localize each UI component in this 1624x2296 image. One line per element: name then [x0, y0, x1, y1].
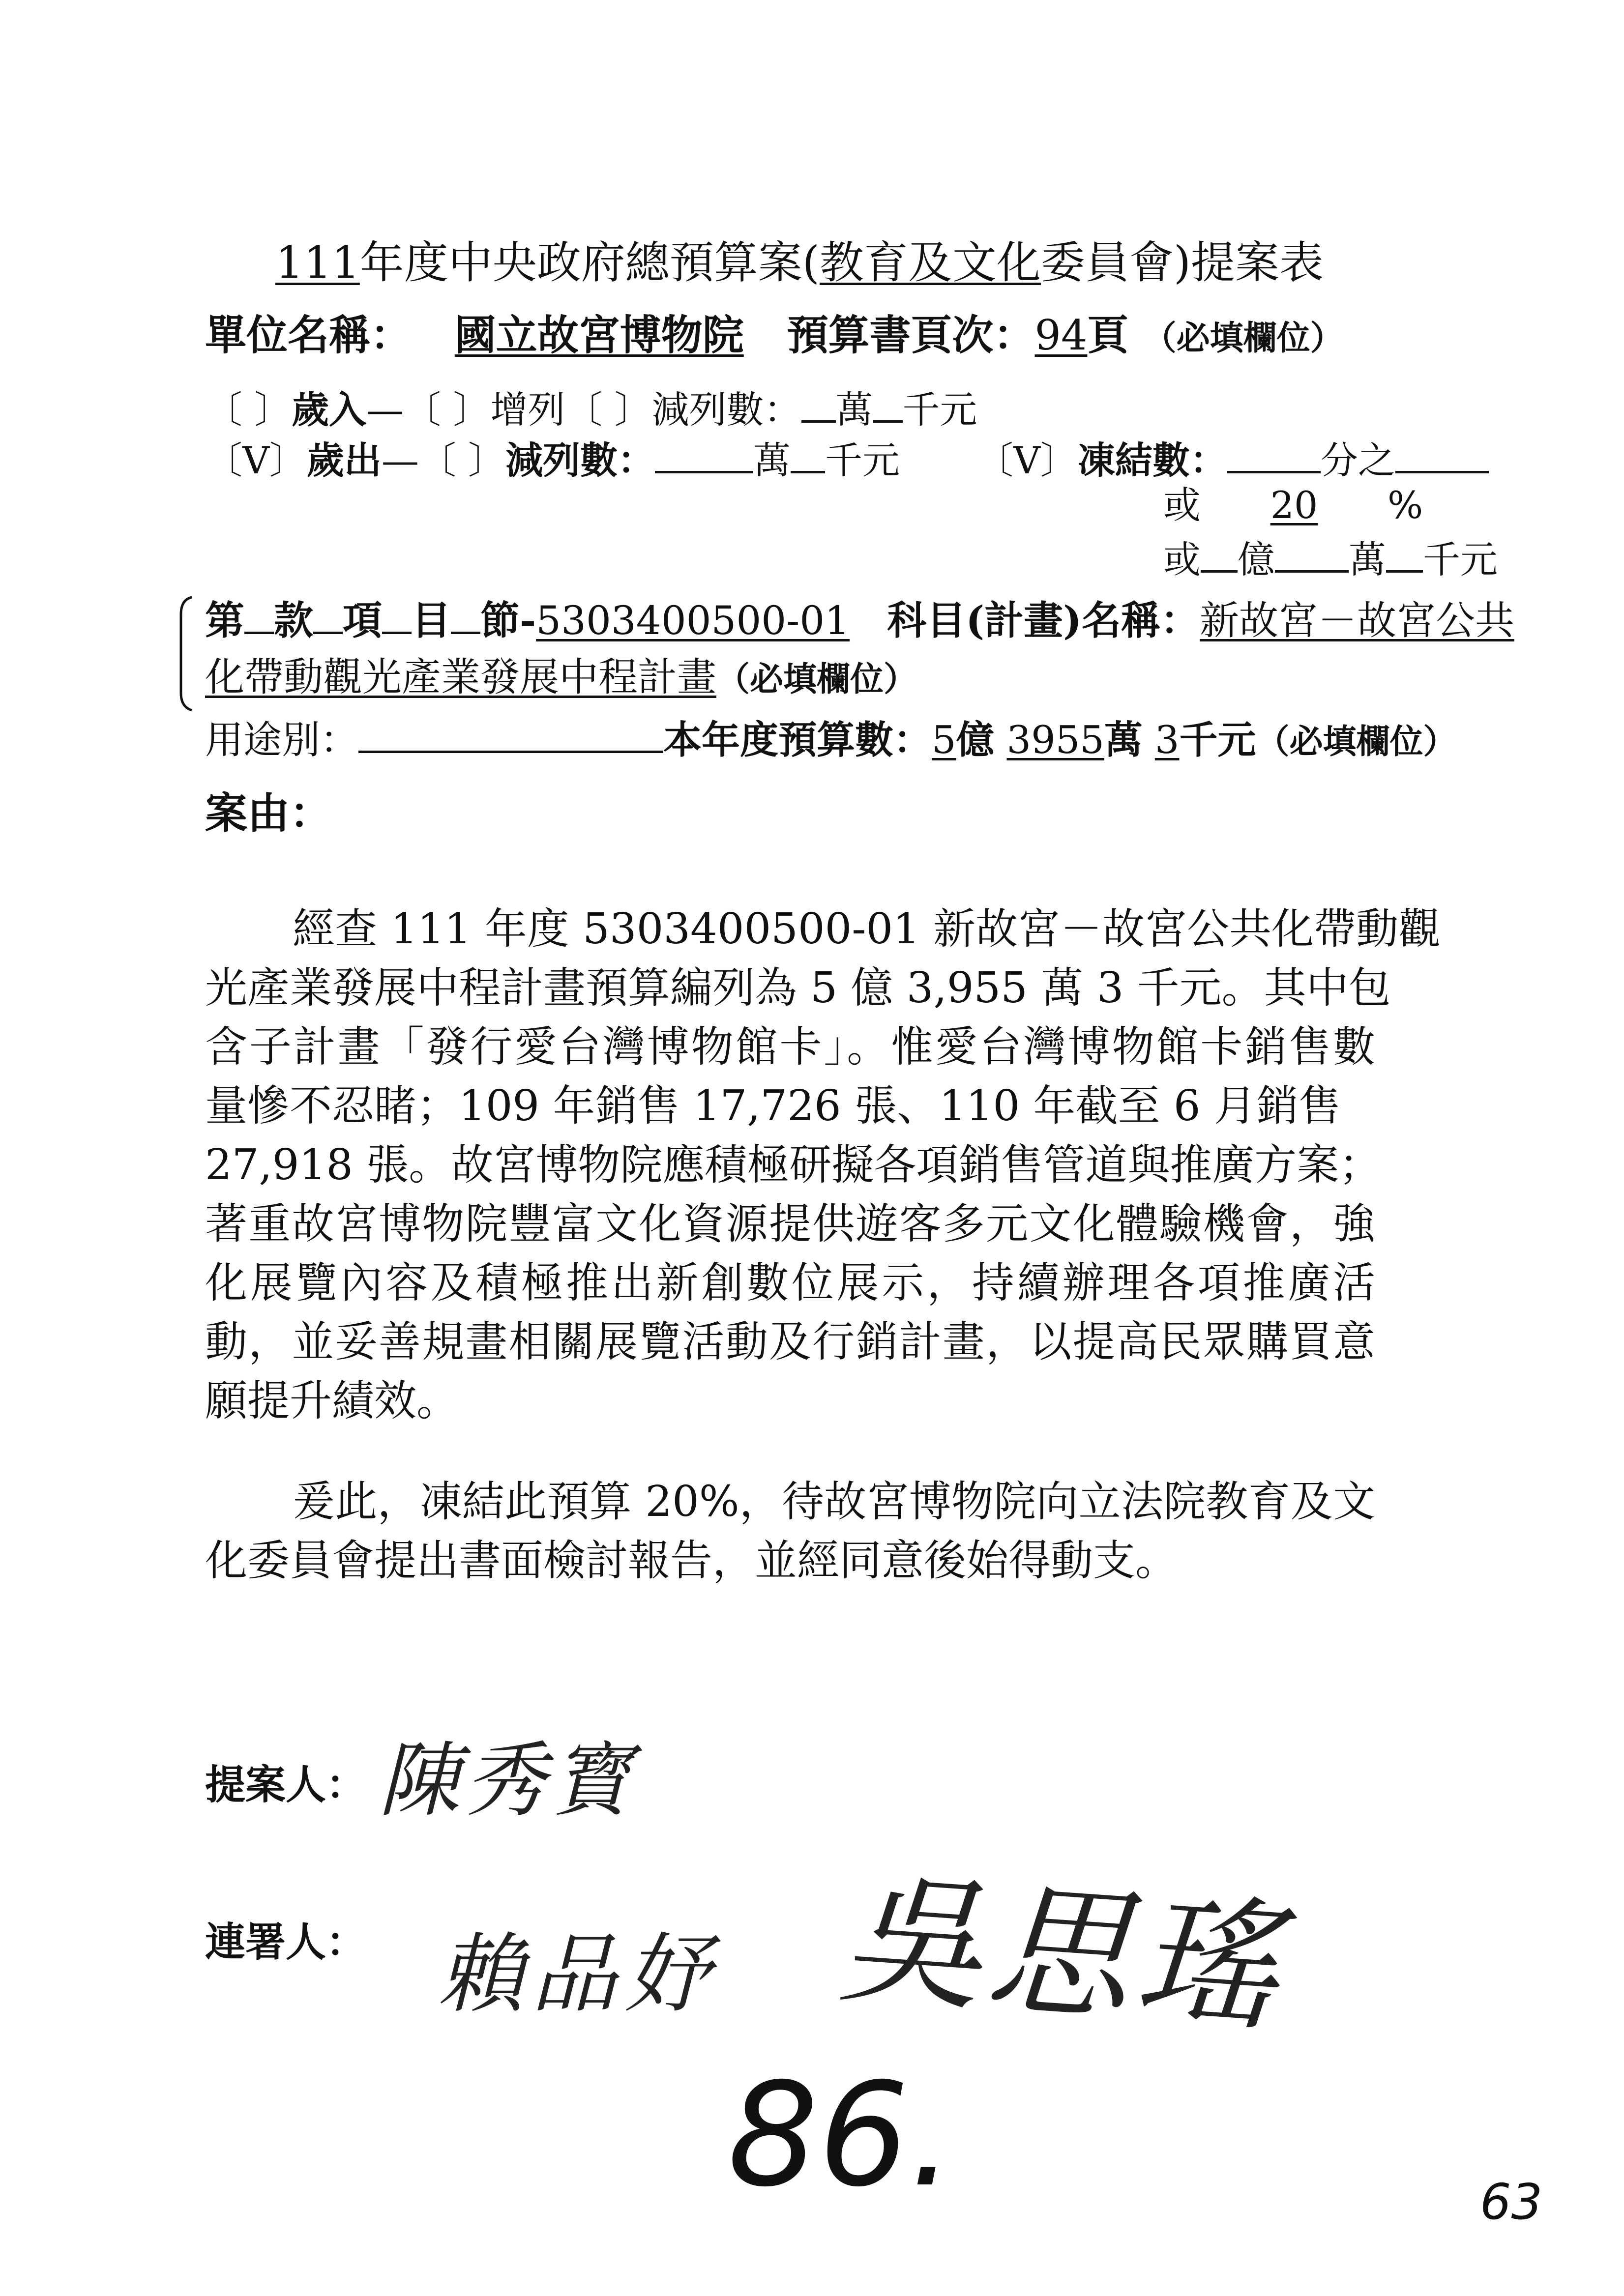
proposer-signature: 陳秀寳: [379, 1733, 637, 1828]
page-suffix: 頁: [1087, 311, 1129, 359]
conclusion-line: 爰此，凍結此預算 20%，待故宮博物院向立法院教育及文: [293, 1477, 1375, 1526]
title-year: 111: [275, 237, 360, 289]
jie-label: 節-: [480, 597, 536, 643]
blank-field[interactable]: [1227, 436, 1321, 473]
freeze-checkbox[interactable]: 〔V〕: [976, 438, 1078, 482]
usage-row: [205, 716, 1457, 762]
wan-label: 萬: [1104, 718, 1143, 762]
expense-checkbox[interactable]: 〔V〕: [205, 438, 307, 482]
reason-body: [205, 900, 1441, 1430]
yi-label: 億: [1238, 538, 1275, 581]
item-name-line1: 新故宮－故宮公共: [1200, 598, 1515, 643]
blank-field[interactable]: [801, 386, 836, 423]
unit-label: 單位名稱：: [205, 311, 412, 359]
cosigner-signature-2: 吳思瑤: [835, 1856, 1288, 2053]
reason-line: 含子計畫「發行愛台灣博物館卡」。惟愛台灣博物館卡銷售數: [205, 1022, 1375, 1072]
kuan-label: 款: [274, 597, 313, 643]
blank-field[interactable]: [1395, 436, 1489, 473]
decrease-label: 減列數：: [651, 388, 801, 432]
item-name-label: 科目(計畫)名稱：: [887, 597, 1200, 643]
revenue-checkbox[interactable]: 〔 〕: [205, 388, 292, 432]
freeze-row: [976, 436, 1489, 482]
title-pre: 年度中央政府總預算案(: [359, 237, 820, 289]
reason-line: 動，並妥善規畫相關展覽活動及行銷計畫，以提高民眾購買意: [205, 1317, 1375, 1366]
dash: —: [366, 388, 404, 432]
usage-field[interactable]: [358, 716, 663, 753]
qian-label: 千元: [1179, 718, 1256, 762]
bracket-mark: [177, 595, 197, 713]
required-note: （必填欄位）: [1143, 319, 1344, 358]
di-label: 第: [205, 597, 244, 643]
cosigner-label: 連署人：: [205, 1918, 367, 1966]
blank-field[interactable]: [451, 597, 480, 634]
reason-line: 量慘不忍睹；109 年銷售 17,726 張、110 年截至 6 月銷售: [205, 1081, 1341, 1131]
proposer-label: 提案人：: [205, 1761, 367, 1808]
freeze-label: 凍結數：: [1077, 438, 1227, 482]
item-name-line2: 化帶動觀光產業發展中程計畫: [205, 654, 716, 700]
wan-label: 萬: [1349, 538, 1386, 581]
expense-label: 歲出: [306, 438, 382, 482]
decrease-checkbox[interactable]: 〔 〕: [418, 438, 506, 482]
wan-label: 萬: [753, 438, 791, 482]
decrease-checkbox[interactable]: 〔 〕: [565, 388, 652, 432]
reason-line: 化展覽內容及積極推出新創數位展示，持續辦理各項推廣活: [205, 1258, 1375, 1308]
conclusion-body: [205, 1472, 1375, 1590]
or-label: 或: [1163, 538, 1201, 581]
form-title: [275, 237, 1324, 289]
blank-field[interactable]: [655, 436, 753, 473]
unit-value: 國立故宮博物院: [454, 311, 744, 359]
reason-line: 光產業發展中程計畫預算編列為 5 億 3,955 萬 3 千元。其中包: [205, 963, 1391, 1013]
reason-heading: 案由：: [205, 788, 332, 838]
page-value: 94: [1034, 311, 1088, 359]
decrease-label: 減列數：: [505, 438, 655, 482]
usage-label: 用途別：: [205, 718, 359, 762]
required-note: （必填欄位）: [716, 660, 917, 699]
increase-checkbox[interactable]: 〔 〕: [404, 388, 491, 432]
reason-line: 27,918 張。故宮博物院應積極研擬各項銷售管道與推廣方案；: [205, 1140, 1382, 1190]
percent-sign: %: [1388, 483, 1423, 527]
yi-label: 億: [956, 718, 995, 762]
blank-field[interactable]: [1386, 536, 1423, 573]
expense-row: [205, 436, 900, 482]
unit-row: [205, 311, 1344, 359]
fraction-label: 分之: [1320, 438, 1395, 482]
item-row: [205, 597, 1515, 643]
budget-qian-value: 3: [1154, 718, 1180, 762]
revenue-row: [205, 386, 977, 432]
budget-label: 本年度預算數：: [663, 718, 932, 762]
reason-line: 著重故宮博物院豐富文化資源提供遊客多元文化體驗機會，強: [205, 1199, 1375, 1249]
revenue-label: 歲入: [292, 388, 367, 432]
blank-field[interactable]: [244, 597, 274, 634]
mu-label: 目: [412, 597, 451, 643]
qian-label: 千元: [825, 438, 900, 482]
blank-field[interactable]: [313, 597, 343, 634]
freeze-percent-value[interactable]: 20: [1270, 483, 1318, 527]
blank-field[interactable]: [791, 436, 825, 473]
blank-field[interactable]: [873, 386, 903, 423]
xiang-label: 項: [343, 597, 382, 643]
required-note: （必填欄位）: [1256, 722, 1457, 761]
item-name-row2: [205, 654, 917, 700]
dash: —: [381, 438, 419, 482]
conclusion-line: 化委員會提出書面檢討報告，並經同意後始得動支。: [205, 1536, 1178, 1585]
freeze-percent-row: [1163, 483, 1423, 527]
increase-label: 增列: [490, 388, 565, 432]
page-number: 63: [1480, 2173, 1543, 2231]
blank-field[interactable]: [1201, 536, 1238, 573]
reason-line: 經查 111 年度 5303400500-01 新故宮－故宮公共化帶動觀: [293, 904, 1441, 954]
cosigner-signature-1: 賴品妤: [438, 1925, 718, 2025]
title-committee: 教育及文化: [819, 237, 1041, 289]
item-code: 5303400500-01: [536, 598, 850, 643]
budget-wan-value: 3955: [1006, 718, 1104, 762]
qian-label: 千元: [1423, 538, 1498, 581]
reason-line: 願提升績效。: [205, 1376, 459, 1425]
wan-label: 萬: [835, 388, 873, 432]
page-label: 預算書頁次：: [787, 311, 1035, 359]
budget-yi-value: 5: [932, 718, 956, 762]
freeze-amount-row: [1163, 536, 1498, 579]
title-post: 委員會)提案表: [1040, 237, 1324, 289]
blank-field[interactable]: [1275, 536, 1349, 573]
handwritten-number: 86.: [728, 2053, 955, 2218]
qian-label: 千元: [902, 388, 977, 432]
blank-field[interactable]: [382, 597, 412, 634]
or-label: 或: [1163, 483, 1201, 527]
